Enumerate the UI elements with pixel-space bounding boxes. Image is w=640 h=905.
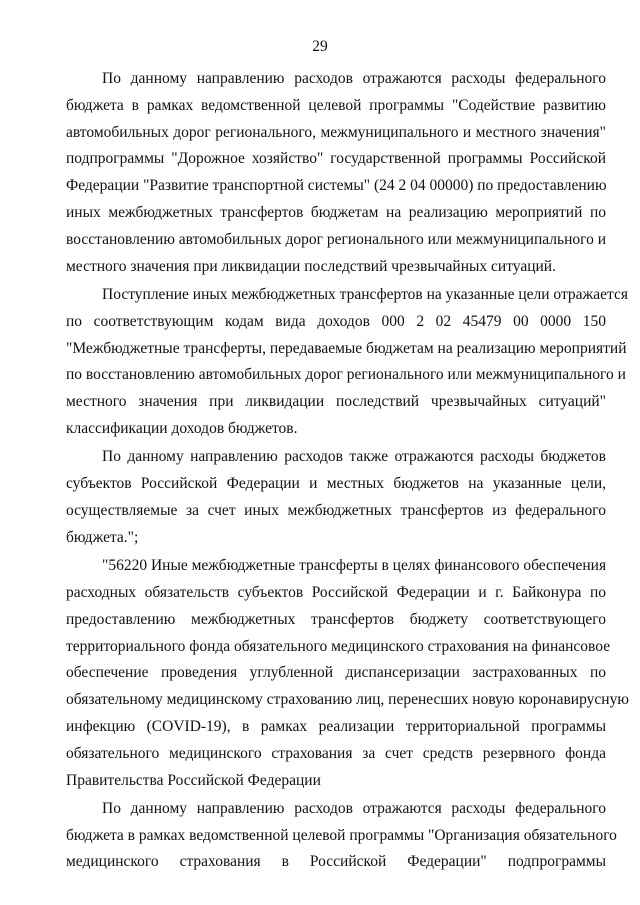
text-line: предоставлению межбюджетных трансфертов бюджету соответствующего	[66, 610, 606, 628]
text-line: По данному направлению расходов также отражаются расходы бюджетов	[102, 448, 606, 466]
text-line: бюджета в рамках ведомственной целевой программы "Содействие развитию	[66, 96, 606, 114]
text-line: бюджета в рамках ведомственной целевой программы "Организация обязательного	[66, 826, 617, 844]
text-line: по соответствующим кодам вида доходов 000 2 02 45479 00 0000 150	[66, 312, 606, 330]
text-line: медицинского страхования в Российской Федерации" подпрограммы	[66, 853, 606, 871]
paragraph	[66, 553, 629, 794]
text-line: инфекцию (COVID-19), в рамках реализации территориальной программы	[66, 717, 606, 735]
text-line: обеспечение проведения углубленной диспансеризации застрахованных по	[66, 664, 606, 682]
text-line: местного значения при ликвидации последствий чрезвычайных ситуаций"	[66, 393, 606, 411]
paragraph	[66, 444, 606, 551]
text-line: расходных обязательств субъектов Российской Федерации и г. Байконура по	[66, 583, 606, 601]
text-line: восстановлению автомобильных дорог регионального или межмуниципального и	[66, 230, 607, 248]
paragraph	[66, 282, 628, 443]
text-line: местного значения при ликвидации последствий чрезвычайных ситуаций.	[66, 257, 556, 275]
text-line: "56220 Иные межбюджетные трансферты в целях финансового обеспечения	[102, 557, 607, 575]
text-line: территориального фонда обязательного медицинского страхования на финансовое	[66, 637, 611, 655]
text-line: подпрограммы "Дорожное хозяйство" государственной программы Российской	[66, 150, 606, 168]
text-line: классификации доходов бюджетов.	[66, 419, 298, 437]
text-line: по восстановлению автомобильных дорог регионального или межмуниципального и	[66, 366, 626, 384]
text-line: автомобильных дорог регионального, межмуниципального и местного значения"	[66, 123, 606, 141]
text-line: Федерации "Развитие транспортной системы" (24 2 04 00000) по предоставлению	[66, 177, 607, 195]
text-line: Правительства Российской Федерации	[66, 771, 321, 789]
text-line: обязательному медицинскому страхованию лиц, перенесших новую коронавирусную	[66, 691, 629, 709]
paragraph	[66, 66, 606, 280]
body-text	[66, 66, 629, 876]
text-line: иных межбюджетных трансфертов бюджетам на реализацию мероприятий по	[66, 203, 606, 221]
text-line: бюджета.";	[66, 528, 139, 546]
text-line: субъектов Российской Федерации и местных бюджетов на указанные цели,	[66, 475, 606, 493]
text-line: осуществляемые за счет иных межбюджетных трансфертов из федерального	[66, 501, 606, 519]
text-line: По данному направлению расходов отражаются расходы федерального	[102, 70, 606, 87]
paragraph	[66, 796, 617, 876]
text-line: Поступление иных межбюджетных трансфертов на указанные цели отражается	[102, 285, 628, 303]
page-number: 29	[312, 38, 328, 55]
text-line: "Межбюджетные трансферты, передаваемые бюджетам на реализацию мероприятий	[66, 339, 627, 357]
text-line: обязательного медицинского страхования за счет средств резервного фонда	[66, 744, 606, 762]
text-line: По данному направлению расходов отражаются расходы федерального	[102, 799, 606, 817]
